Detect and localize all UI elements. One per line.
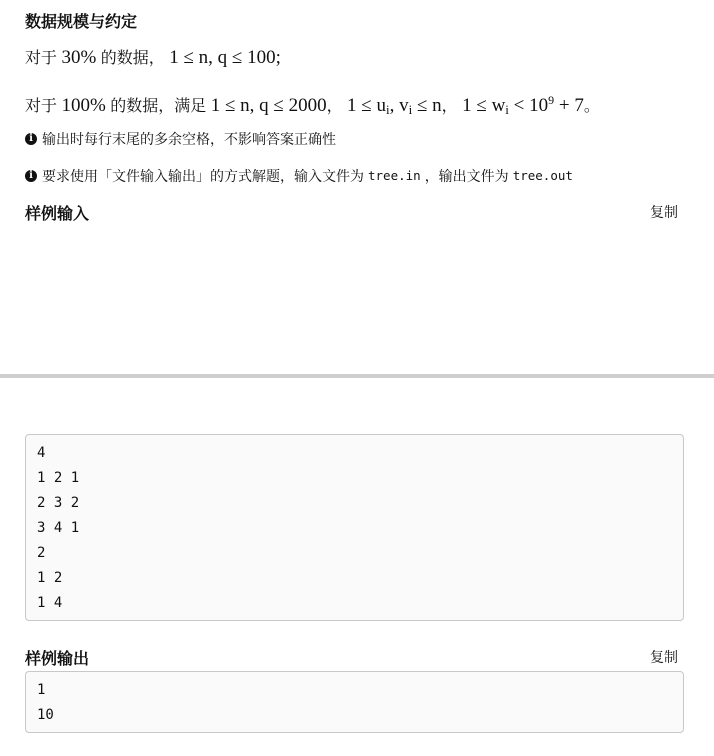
constraint-line-100: 对于 100% 的数据，满足 1 ≤ n, q ≤ 2000， $1 \le u_i$, $v_i \le n$， $1 \le w_i < 10^9 + 7$。 — [25, 93, 600, 117]
sample-output-box[interactable] — [25, 671, 684, 733]
range-uv: $1 \le u_i$, $v_i \le n$ — [347, 95, 442, 117]
constraint-line-30: 对于 30% 的数据， 1 ≤ n, q ≤ 100; — [25, 47, 281, 68]
sample-input-line: 4 — [37, 445, 46, 461]
copy-sample-input-button[interactable]: 复制 — [650, 204, 678, 220]
range-30: 1 ≤ n, q ≤ 100 — [169, 47, 276, 68]
copy-sample-output-button[interactable]: 复制 — [650, 649, 678, 665]
sample-input-line: 1 2 1 — [37, 470, 80, 486]
sample-input-heading: 样例输入 — [25, 206, 90, 223]
sample-input-line: 3 4 1 — [37, 520, 80, 536]
note-trailing-space: i 输出时每行末尾的多余空格，不影响答案正确性 — [25, 130, 336, 148]
sample-output-heading: 样例输出 — [25, 651, 90, 668]
sample-output-line: 10 — [37, 707, 54, 723]
percent-30: 30% — [61, 47, 97, 68]
sample-input-line: 2 — [37, 545, 46, 561]
constraints-heading: 数据规模与约定 — [25, 14, 138, 31]
info-circle-icon: i — [25, 170, 37, 182]
range-nq: 1 ≤ n, q ≤ 2000 — [210, 95, 327, 116]
sample-input-line: 2 3 2 — [37, 495, 80, 511]
section-divider — [0, 374, 714, 378]
percent-100: 100% — [61, 95, 106, 116]
output-filename: tree.out — [512, 168, 573, 183]
input-filename: tree.in — [368, 168, 421, 183]
range-w: $1 \le w_i < 10^9 + 7$ — [462, 93, 584, 117]
info-circle-icon: i — [25, 133, 37, 145]
sample-input-line: 1 2 — [37, 570, 63, 586]
sample-input-box[interactable] — [25, 434, 684, 621]
note-file-io: i 要求使用「文件输入输出」的方式解题，输入文件为 tree.in ，输出文件为 tree.out — [25, 167, 577, 185]
sample-output-line: 1 — [37, 682, 46, 698]
sample-input-line: 1 4 — [37, 595, 63, 611]
